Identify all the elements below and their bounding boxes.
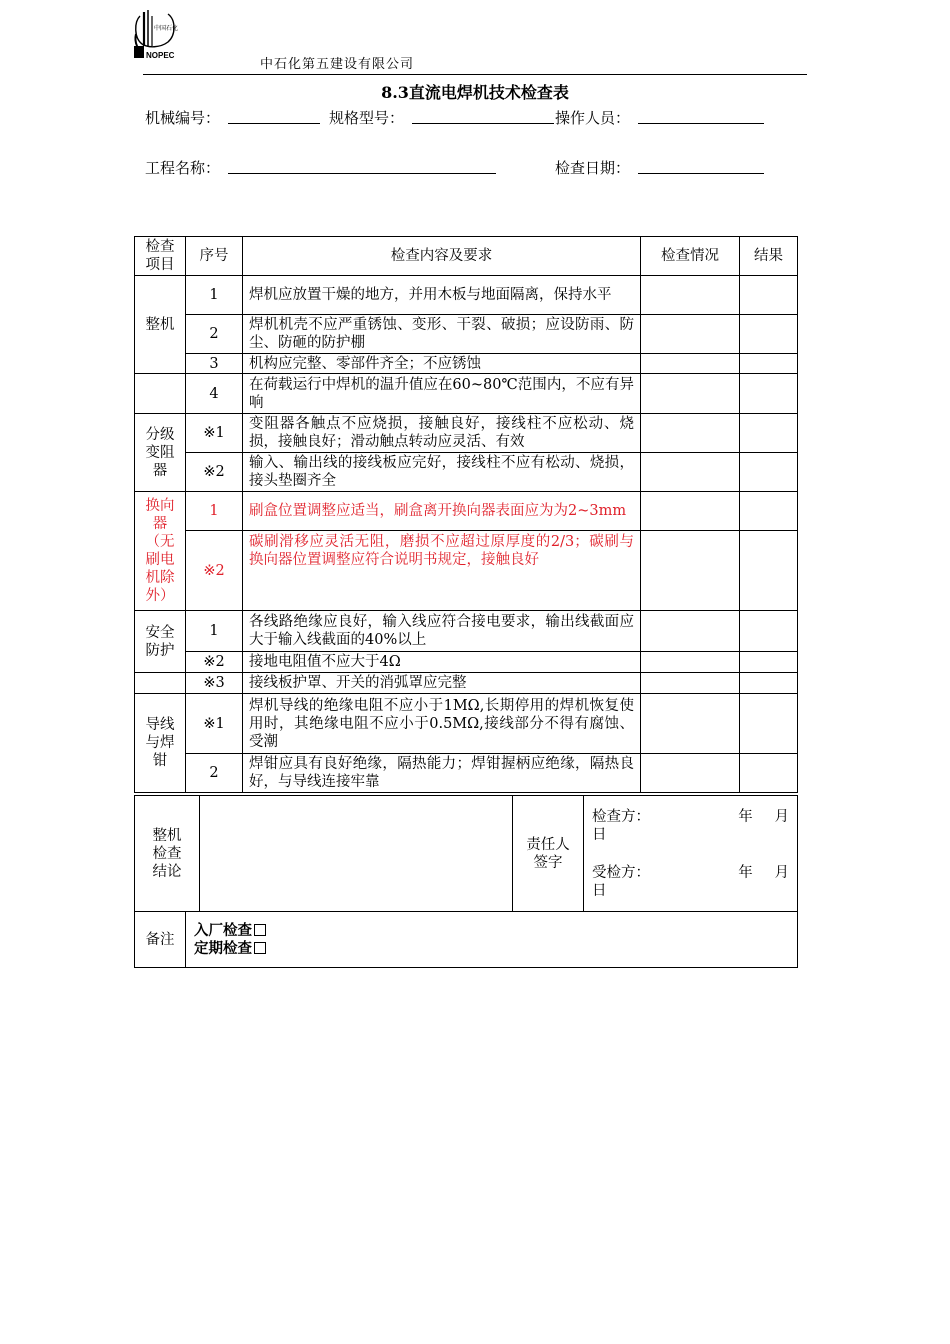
row-text: 刷盒位置调整应适当，刷盒离开换向器表面应为为2~3mm — [243, 492, 641, 531]
signature-block[interactable] — [584, 796, 798, 912]
table-row — [135, 354, 798, 374]
factory-check-option[interactable] — [194, 922, 796, 940]
remarks-row — [135, 912, 798, 968]
conclusion-row — [135, 796, 798, 912]
checkbox-icon[interactable] — [254, 924, 266, 936]
row-text: 焊机应放置干燥的地方，并用木板与地面隔离，保持水平 — [243, 276, 641, 315]
row-text: 各线路绝缘应良好，输入线应符合接电要求，输出线截面应大于输入线截面的40%以上 — [243, 611, 641, 652]
result-cell[interactable] — [740, 374, 798, 414]
table-row — [135, 531, 798, 611]
checkbox-icon[interactable] — [254, 942, 266, 954]
table-row — [135, 414, 798, 453]
group-cell: 分级变阻器 — [135, 414, 186, 492]
status-cell[interactable] — [641, 531, 740, 611]
group-cell: 导线与焊钳 — [135, 694, 186, 793]
row-text: 变阻器各触点不应烧损，接触良好，接线柱不应松动、烧损，接触良好；滑动触点转动应灵活、有效 — [243, 414, 641, 453]
header-result: 结果 — [740, 237, 798, 276]
year-label: 年 — [738, 864, 753, 881]
header-status: 检查情况 — [641, 237, 740, 276]
machine-no-label: 机械编号： — [145, 109, 221, 127]
conclusion-field[interactable] — [200, 796, 513, 912]
row-no: ※2 — [186, 453, 243, 492]
month-label: 月 — [774, 864, 789, 881]
row-no: 1 — [186, 492, 243, 531]
result-cell[interactable] — [740, 694, 798, 754]
result-cell[interactable] — [740, 652, 798, 673]
model-label: 规格型号： — [329, 109, 405, 127]
row-no: 4 — [186, 374, 243, 414]
year-label: 年 — [738, 808, 753, 825]
result-cell[interactable] — [740, 611, 798, 652]
status-cell[interactable] — [641, 354, 740, 374]
result-cell[interactable] — [740, 531, 798, 611]
factory-check-label: 入厂检查 — [194, 921, 252, 939]
day-label: 日 — [592, 826, 607, 843]
result-cell[interactable] — [740, 453, 798, 492]
model-blank[interactable] — [412, 123, 554, 124]
row-no: ※1 — [186, 414, 243, 453]
row-no: 3 — [186, 354, 243, 374]
row-no: 2 — [186, 754, 243, 793]
result-cell[interactable] — [740, 754, 798, 793]
header-content: 检查内容及要求 — [243, 237, 641, 276]
table-row — [135, 453, 798, 492]
status-cell[interactable] — [641, 414, 740, 453]
status-cell[interactable] — [641, 276, 740, 315]
status-cell[interactable] — [641, 673, 740, 694]
status-cell[interactable] — [641, 652, 740, 673]
table-row — [135, 315, 798, 354]
group-cell: 整机 — [135, 276, 186, 374]
header-item: 检查项目 — [135, 237, 186, 276]
row-text: 机构应完整、零部件齐全；不应锈蚀 — [243, 354, 641, 374]
table-row — [135, 492, 798, 531]
status-cell[interactable] — [641, 315, 740, 354]
status-cell[interactable] — [641, 611, 740, 652]
remarks-content — [186, 912, 798, 968]
result-cell[interactable] — [740, 492, 798, 531]
periodic-check-label: 定期检查 — [194, 939, 252, 957]
row-no: ※1 — [186, 694, 243, 754]
row-text: 焊机导线的绝缘电阻不应小于1MΩ,长期停用的焊机恢复使用时，其绝缘电阻不应小于0.5MΩ,接线部分不得有腐蚀、受潮 — [243, 694, 641, 754]
day-label: 日 — [592, 882, 607, 899]
table-header-row — [135, 237, 798, 276]
row-no: ※2 — [186, 531, 243, 611]
result-cell[interactable] — [740, 414, 798, 453]
row-no: ※2 — [186, 652, 243, 673]
date-label: 检查日期： — [555, 159, 631, 177]
row-text: 接地电阻值不应大于4Ω — [243, 652, 641, 673]
header-rule — [143, 74, 807, 75]
row-text: 碳刷滑移应灵活无阻，磨损不应超过原厚度的2/3；碳刷与换向器位置调整应符合说明书规定，接触良好 — [243, 531, 641, 611]
row-text: 输入、输出线的接线板应完好，接线柱不应有松动、烧损，接头垫圈齐全 — [243, 453, 641, 492]
table-row — [135, 673, 798, 694]
checker-line — [592, 808, 789, 826]
conclusion-table — [134, 795, 798, 968]
svg-text:NOPEC: NOPEC — [146, 51, 175, 60]
remarks-label: 备注 — [135, 912, 186, 968]
checked-line — [592, 864, 789, 882]
row-text: 接线板护罩、开关的消弧罩应完整 — [243, 673, 641, 694]
project-blank[interactable] — [228, 173, 496, 174]
project-label: 工程名称： — [145, 159, 221, 177]
svg-text:中国石化: 中国石化 — [154, 25, 178, 32]
status-cell[interactable] — [641, 694, 740, 754]
header-no: 序号 — [186, 237, 243, 276]
row-text: 焊钳应具有良好绝缘，隔热能力；焊钳握柄应绝缘，隔热良好，与导线连接牢靠 — [243, 754, 641, 793]
result-cell[interactable] — [740, 276, 798, 315]
sinopec-logo — [132, 8, 178, 62]
status-cell[interactable] — [641, 374, 740, 414]
machine-no-blank[interactable] — [228, 123, 320, 124]
inspection-table — [134, 236, 798, 793]
checker-label: 检查方： — [592, 808, 650, 825]
table-row — [135, 652, 798, 673]
result-cell[interactable] — [740, 354, 798, 374]
checked-label: 受检方： — [592, 864, 650, 881]
table-row — [135, 694, 798, 754]
conclusion-label: 整机检查结论 — [135, 796, 200, 912]
status-cell[interactable] — [641, 492, 740, 531]
row-no: 1 — [186, 276, 243, 315]
row-no: 1 — [186, 611, 243, 652]
row-no: ※3 — [186, 673, 243, 694]
group-cell: 换向器（无刷电机除外） — [135, 492, 186, 611]
status-cell[interactable] — [641, 754, 740, 793]
result-cell[interactable] — [740, 673, 798, 694]
table-row — [135, 611, 798, 652]
group-cell — [135, 374, 186, 414]
page-title: 8.3直流电焊机技术检查表 — [381, 83, 569, 102]
company-name: 中石化第五建设有限公司 — [260, 57, 415, 72]
group-cell — [135, 673, 186, 694]
result-cell[interactable] — [740, 315, 798, 354]
month-label: 月 — [774, 808, 789, 825]
table-row — [135, 374, 798, 414]
sign-label: 责任人签字 — [513, 796, 584, 912]
status-cell[interactable] — [641, 453, 740, 492]
table-row — [135, 276, 798, 315]
group-cell: 安全防护 — [135, 611, 186, 673]
operator-blank[interactable] — [638, 123, 764, 124]
operator-label: 操作人员： — [555, 109, 631, 127]
table-row — [135, 754, 798, 793]
row-text: 在荷载运行中焊机的温升值应在60~80℃范围内，不应有异响 — [243, 374, 641, 414]
periodic-check-option[interactable] — [194, 940, 796, 958]
row-no: 2 — [186, 315, 243, 354]
date-blank[interactable] — [638, 173, 764, 174]
row-text: 焊机机壳不应严重锈蚀、变形、干裂、破损；应设防雨、防尘、防砸的防护棚 — [243, 315, 641, 354]
